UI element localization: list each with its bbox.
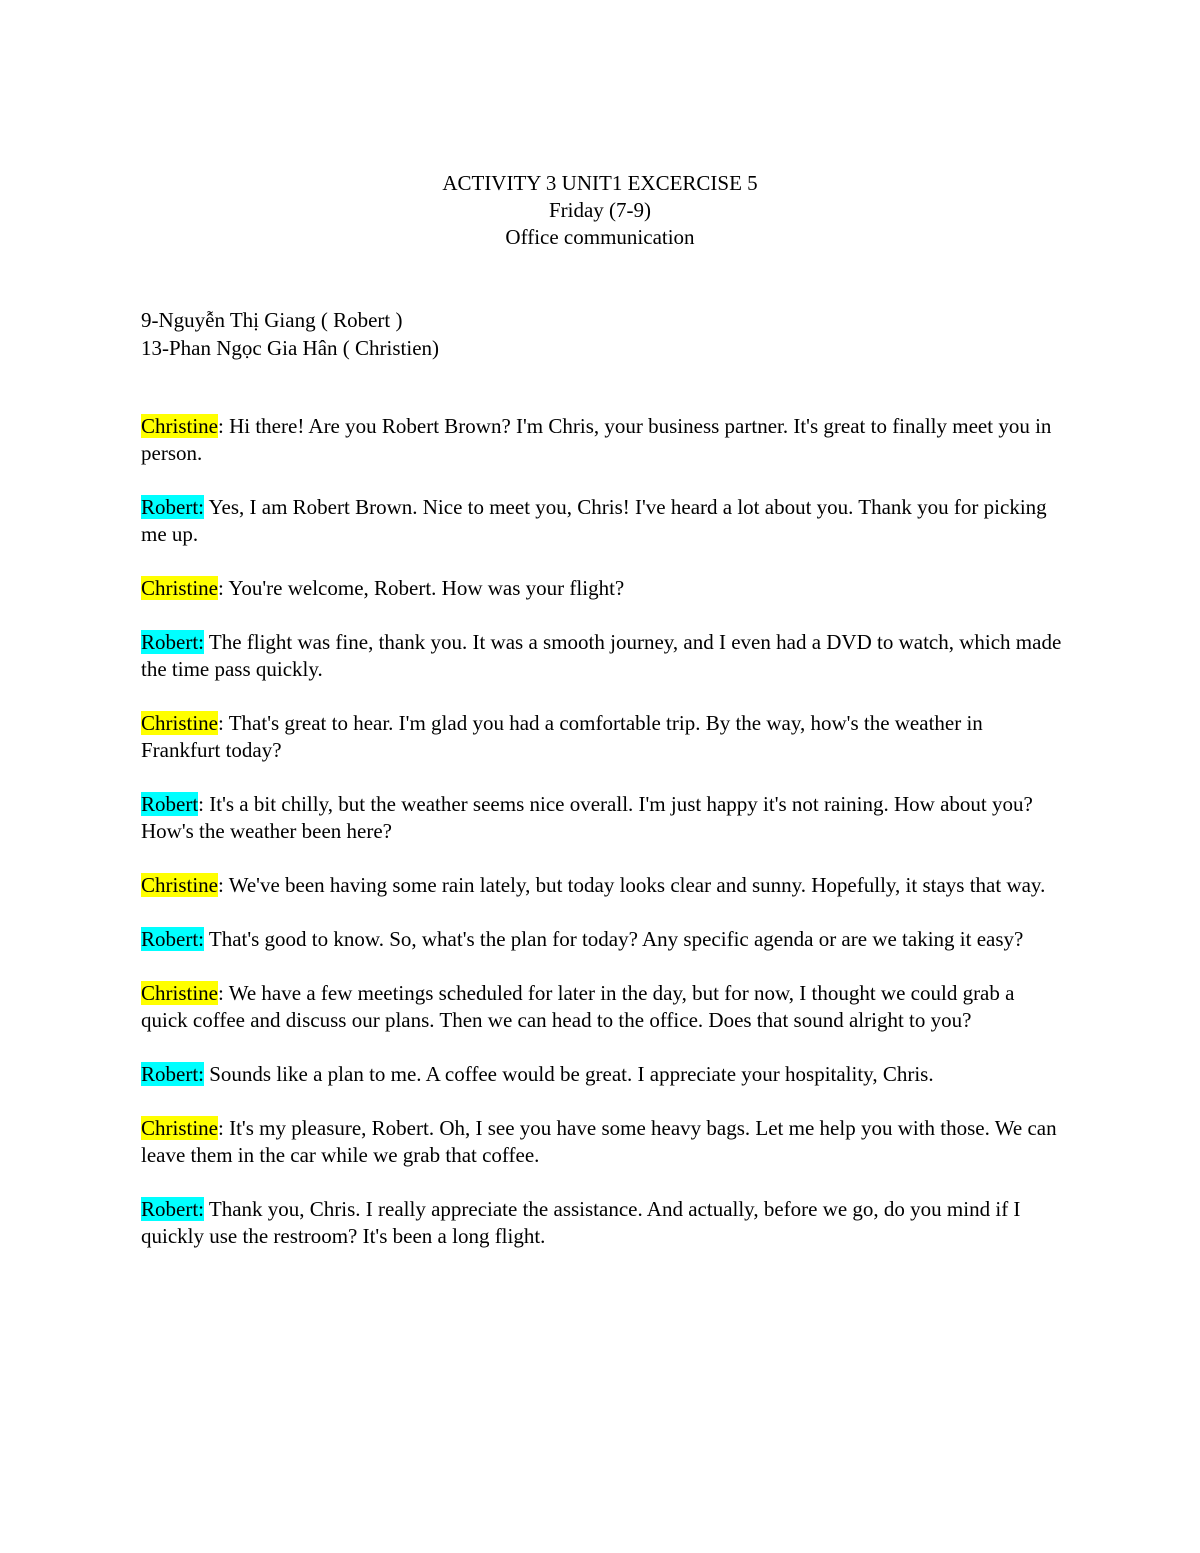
document-date: Friday (7-9) <box>548 198 652 222</box>
dialogue-turn <box>141 494 1066 548</box>
turn-text: Sounds like a plan to me. A coffee would be great. I appreciate your hospitality, Chris. <box>204 1062 934 1086</box>
document-title: ACTIVITY 3 UNIT1 EXCERCISE 5 <box>442 171 758 195</box>
turn-text: Hi there! Are you Robert Brown? I'm Chris, your business partner. It's great to finally meet you in person. <box>141 414 1052 465</box>
speaker-separator: : <box>198 792 204 816</box>
speaker-label: Christine <box>141 873 218 897</box>
speaker-separator: : <box>218 414 224 438</box>
speaker-separator: : <box>218 873 224 897</box>
speaker-separator: : <box>218 1116 224 1140</box>
speaker-label: Robert: <box>141 1197 204 1221</box>
dialogue-turn <box>141 575 1066 602</box>
dialogue-turn <box>141 710 1066 764</box>
turn-text: We've been having some rain lately, but today looks clear and sunny. Hopefully, it stays that way. <box>223 873 1046 897</box>
document-header <box>0 170 1200 251</box>
speaker-label: Christine <box>141 1116 218 1140</box>
member-item: 9-Nguyễn Thị Giang ( Robert ) <box>141 308 403 332</box>
speaker-label: Robert <box>141 792 199 816</box>
speaker-label: Christine <box>141 576 218 600</box>
speaker-separator: : <box>218 711 224 735</box>
member-list <box>141 306 439 362</box>
speaker-label: Robert: <box>141 927 204 951</box>
dialogue-turn <box>141 1196 1066 1250</box>
turn-text: It's my pleasure, Robert. Oh, I see you have some heavy bags. Let me help you with those. We can leave them in the car while we grab that coffee. <box>141 1116 1057 1167</box>
turn-text: Yes, I am Robert Brown. Nice to meet you, Chris! I've heard a lot about you. Thank you for picking me up. <box>141 495 1047 546</box>
dialogue-turn <box>141 413 1066 467</box>
turn-text: You're welcome, Robert. How was your flight? <box>223 576 625 600</box>
turn-text: Thank you, Chris. I really appreciate the assistance. And actually, before we go, do you mind if I quickly use the restroom? It's been a long flight. <box>141 1197 1021 1248</box>
speaker-label: Robert: <box>141 495 204 519</box>
dialogue-turn <box>141 872 1066 899</box>
dialogue-turn <box>141 926 1066 953</box>
speaker-label: Robert: <box>141 630 204 654</box>
turn-text: It's a bit chilly, but the weather seems nice overall. I'm just happy it's not raining. How about you? How's the weather been here? <box>141 792 1033 843</box>
turn-text: That's good to know. So, what's the plan for today? Any specific agenda or are we taking it easy? <box>204 927 1024 951</box>
document-topic: Office communication <box>505 225 695 249</box>
dialogue-turn <box>141 1115 1066 1169</box>
speaker-label: Robert: <box>141 1062 204 1086</box>
turn-text: That's great to hear. I'm glad you had a comfortable trip. By the way, how's the weather in Frankfurt today? <box>141 711 983 762</box>
dialogue-turn <box>141 1061 1066 1088</box>
dialogue-turn <box>141 791 1066 845</box>
dialogue <box>141 413 1066 1277</box>
member-item: 13-Phan Ngọc Gia Hân ( Christien) <box>141 336 440 360</box>
dialogue-turn <box>141 980 1066 1034</box>
speaker-separator: : <box>218 576 224 600</box>
dialogue-turn <box>141 629 1066 683</box>
speaker-label: Christine <box>141 981 218 1005</box>
turn-text: We have a few meetings scheduled for later in the day, but for now, I thought we could grab a quick coffee and discuss our plans. Then we can head to the office. Does that sound alright to you? <box>141 981 1015 1032</box>
speaker-label: Christine <box>141 414 218 438</box>
speaker-separator: : <box>218 981 224 1005</box>
turn-text: The flight was fine, thank you. It was a smooth journey, and I even had a DVD to watch, which made the time pass quickly. <box>141 630 1062 681</box>
speaker-label: Christine <box>141 711 218 735</box>
